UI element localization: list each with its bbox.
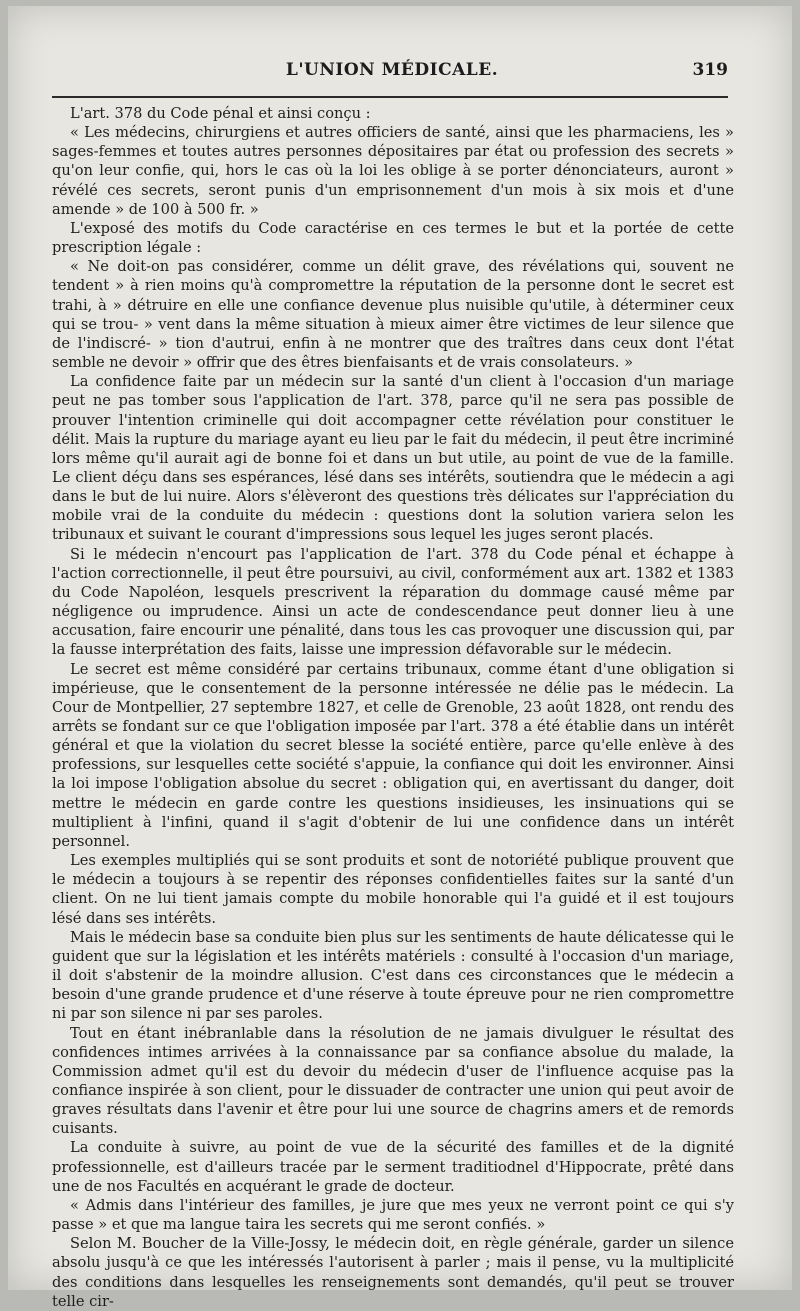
quote-paragraph: « Les médecins, chirurgiens et autres officiers de santé, ainsi que les pharmaciens, les » sages-femmes et toutes autres personnes dépositaires par état ou profession des secrets » qu'on leur confie, qui, hors le cas où la loi les oblige à se porter dénonciateurs, auront » révélé ces secrets, seront punis d'un emprisonnement d'un mois à six mois et d'une amende » de 100 à 500 fr. » xyxy=(52,124,734,218)
page-header xyxy=(52,60,732,90)
paragraph: Si le médecin n'encourt pas l'application de l'art. 378 du Code pénal et échappe à l'action correctionnelle, il peut être poursuivi, au civil, conformément aux art. 1382 et 1383 du Code Napoléon, lesquels prescrivent la réparation du dommage causé même par négligence ou imprudence. Ainsi un acte de condescendance peut donner lieu à une accusation, faire encourir une pénalité, dans tous les cas provoquer une discussion qui, par la fausse interprétation des faits, laisse une impression défavorable sur le médecin. xyxy=(52,545,734,659)
quote-paragraph: « Admis dans l'intérieur des familles, je jure que mes yeux ne verront point ce qui s'y passe » et que ma langue taira les secrets qui me seront confiés. » xyxy=(52,1196,734,1234)
paragraph: L'exposé des motifs du Code caractérise en ces termes le but et la portée de cette prescription légale : xyxy=(52,219,734,257)
paragraph: Mais le médecin base sa conduite bien plus sur les sentiments de haute délicatesse qui le guident que sur la législation et les intérêts matériels : consulté à l'occasion d'un mariage, il doit s'abstenir de la moindre allusion. C'est dans ces circonstances que le médecin a besoin d'une grande prudence et d'une réserve à toute épreuve pour ne rien compromettre ni par son silence ni par ses paroles. xyxy=(52,928,734,1023)
page-number: 319 xyxy=(692,60,728,80)
running-title: L'UNION MÉDICALE. xyxy=(285,60,499,80)
quote-paragraph: « Ne doit-on pas considérer, comme un délit grave, des révélations qui, souvent ne tendent » à rien moins qu'à compromettre la réputation de la personne dont le secret est trahi, à » détruire en elle une confiance devenue plus nuisible qu'utile, à déterminer ceux qui se trou- » vent dans la même situation à mieux aimer être victimes de leur silence que de l'indiscré- » tion d'autrui, enfin à ne montrer que des traîtres dans ceux dont l'état semble ne devoir » offrir que des êtres bienfaisants et de vrais consolateurs. » xyxy=(52,258,734,372)
paragraph: Tout en étant inébranlable dans la résolution de ne jamais divulguer le résultat des confidences intimes arrivées à la connaissance par sa confiance absolue du malade, la Commission admet qu'il est du devoir du médecin d'user de l'influence acquise pas la confiance inspirée à son client, pour le dissuader de contracter une union qui peut avoir de graves résultats dans l'avenir et être pour lui une source de chagrins amers et de remords cuisants. xyxy=(52,1024,734,1138)
paragraph: Les exemples multipliés qui se sont produits et sont de notoriété publique prouvent que le médecin a toujours à se repentir des réponses confidentielles faites sur la santé d'un client. On ne lui tient jamais compte du mobile honorable qui l'a guidé et il est toujours lésé dans ses intérêts. xyxy=(52,852,734,927)
paragraph: La confidence faite par un médecin sur la santé d'un client à l'occasion d'un mariage peut ne pas tomber sous l'application de l'art. 378, parce qu'il ne sera pas possible de prouver l'intention criminelle qui doit accompagner cette révélation pour constituer le délit. Mais la rupture du mariage ayant eu lieu par le fait du médecin, il peut être incriminé lors même qu'il aurait agi de bonne foi et dans un but utile, au point de vue de la famille. Le client déçu dans ses espérances, lésé dans ses intérêts, soutiendra que le médecin a agi dans le but de lui nuire. Alors s'élèveront des questions très délicates sur l'appréciation du mobile vrai de la conduite du médecin : questions dont la solution variera selon les tribunaux et suivant le courant d'impressions sous lequel les juges seront placés. xyxy=(52,373,734,544)
paragraph: Le secret est même considéré par certains tribunaux, comme étant d'une obligation si impérieuse, que le consentement de la personne intéressée ne délie pas le médecin. La Cour de Montpellier, 27 septembre 1827, et celle de Grenoble, 23 août 1828, ont rendu des arrêts se fondant sur ce que l'obligation imposée par l'art. 378 a été établie dans un intérêt général et que la violation du secret blesse la société entière, parce qu'elle enlève à des professions, sur lesquelles cette société s'appuie, la confiance qui doit les environner. Ainsi la loi impose l'obligation absolue du secret : obligation qui, en avertissant du danger, doit mettre le médecin en garde contre les questions insidieuses, les insinuations qui se multiplient à l'infini, quand il s'agit d'obtenir de lui une confidence dans un intérêt personnel. xyxy=(52,660,734,850)
header-rule xyxy=(52,96,728,98)
paragraph: La conduite à suivre, au point de vue de la sécurité des familles et de la dignité professionnelle, est d'ailleurs tracée par le serment traditiodnel d'Hippocrate, prêté dans une de nos Facultés en acquérant le grade de docteur. xyxy=(52,1139,734,1195)
paragraph: L'art. 378 du Code pénal et ainsi conçu : xyxy=(70,105,371,122)
article-body xyxy=(52,104,734,1311)
paragraph: Selon M. Boucher de la Ville-Jossy, le médecin doit, en règle générale, garder un silence absolu jusqu'à ce que les intéressés l'autorisent à parler ; mais il pense, vu la multiplicité des conditions dans lesquelles les renseignements sont demandés, qu'il peut se trouver telle cir- xyxy=(52,1235,734,1310)
